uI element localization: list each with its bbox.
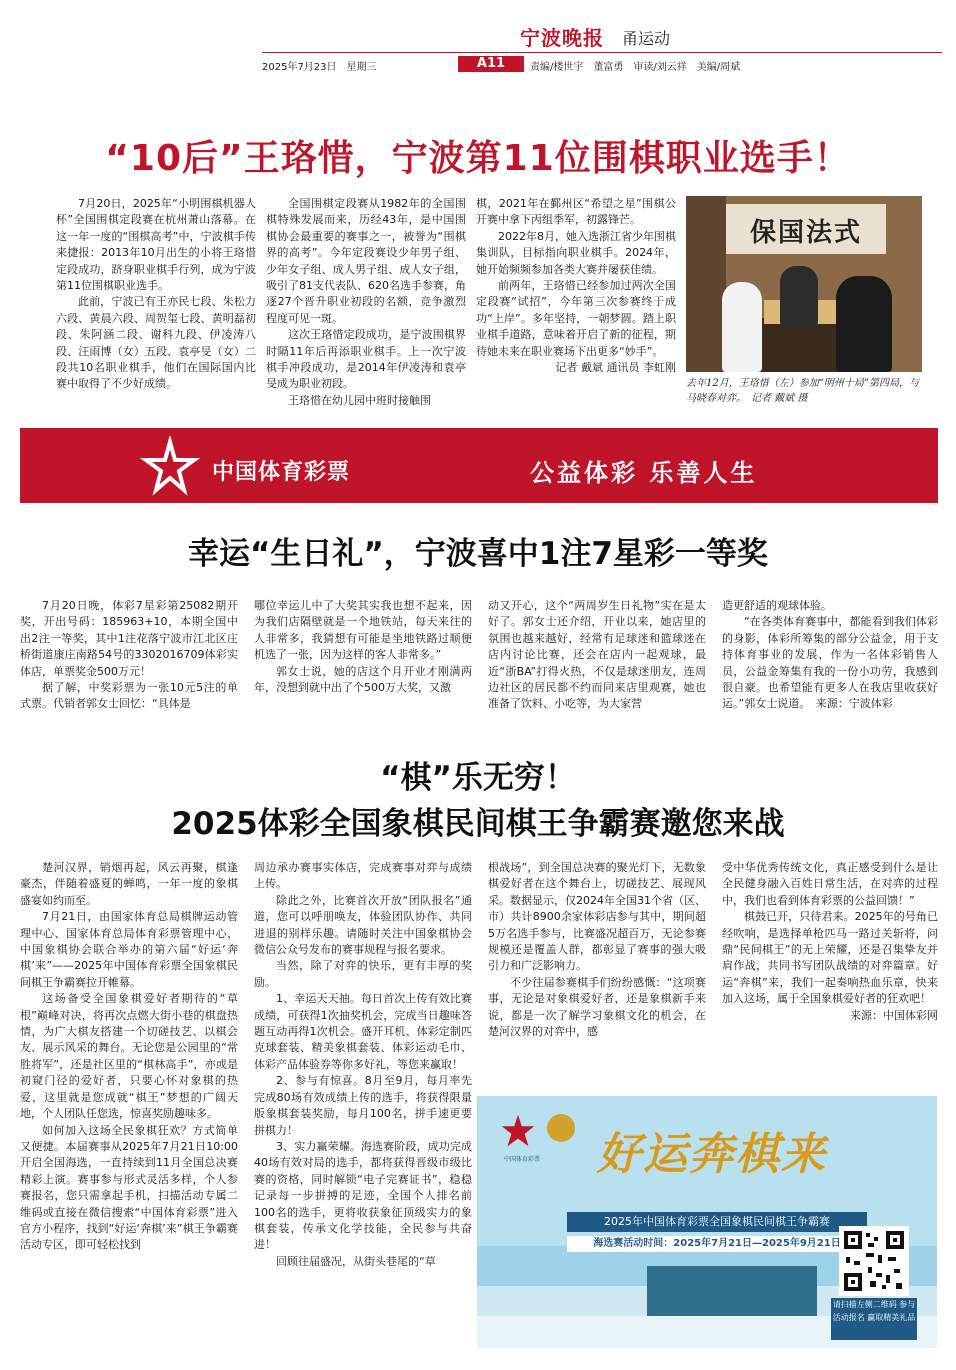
qr-caption: 请扫描左侧二维码 参与活动报名 赢取精美礼品 — [831, 1298, 917, 1340]
article1-column-2 — [266, 196, 466, 412]
lottery-brand-name: 中国体育彩票 — [212, 460, 351, 485]
paragraph: 2022年8月，她入选浙江省少年围棋集训队，目标指向职业棋手。2024年，她开始频频参加各类大赛并屡获佳绩。 — [476, 229, 676, 276]
paragraph: 哪位幸运儿中了大奖其实我也想不起来，因为我们店隔壁就是一个地铁站，每天来往的人非常多，我猜想有可能是坐地铁路过顺便机选了一张，因为这样的客人非常多。” — [254, 599, 472, 662]
article1-photo — [686, 196, 922, 372]
article1-photo-caption: 去年12月，王珞惜（左）参加“明州十局”第四局，与马晓春对弈。 记者 戴斌 摄 — [686, 378, 919, 404]
chess-association-emblem-icon — [547, 1114, 575, 1142]
paragraph: 除此之外，比赛首次开放“团队报名”通道，您可以呼朋唤友，体验团队协作、共同进退的别样乐趣。请随时关注中国象棋协会微信公众号发布的赛事规程与报名要求。 — [254, 893, 472, 957]
article2-column-4 — [722, 598, 938, 724]
paragraph: 7月20日晚，体彩7星彩第25082期开奖，开出号码：185963+10，本期全国中出2注一等奖，其中1注花落宁波市江北区庄桥街道康庄南路54号的3302016709体彩实体店，单票奖金500万元！ — [20, 599, 238, 678]
paragraph: 棋，2021年在鄞州区“希望之星”围棋公开赛中拿下丙组季军，初露锋芒。 — [476, 197, 676, 227]
editor-credits: 责编/楼世宇 董富勇 审读/刘云祥 美编/周斌 — [530, 62, 741, 73]
article3-column-3 — [488, 860, 706, 1082]
lottery-logo-icon — [140, 436, 200, 496]
qr-code-icon[interactable] — [839, 1226, 909, 1296]
paragraph: 根战场”，到全国总决赛的聚光灯下，无数象棋爱好者在这个舞台上，切磋技艺、展现风采。数据显示，仅2024年全国31个省（区、市）共计8900余家体彩店参与其中，期间超5万名选手参与，比赛盛况超百万，无论参赛规模还是覆盖人群，都彰显了赛事的强大吸引力和广泛影响力。 — [488, 861, 706, 973]
article2-column-3 — [488, 598, 706, 724]
poster-subtitle: 2025年中国体育彩票全国象棋民间棋王争霸赛 — [567, 1212, 867, 1232]
article2-title: 幸运“生日礼”，宁波喜中1注7星彩一等奖 — [188, 536, 768, 572]
poster-org-name: 中国体育彩票 — [503, 1156, 540, 1163]
article1-title: “10后”王珞惜，宁波第11位围棋职业选手！ — [105, 138, 851, 179]
article1-byline: 记者 戴斌 通讯员 李虹刚 — [555, 361, 676, 375]
paragraph: 这次王珞惜定段成功，是宁波围棋界时隔11年后再添职业棋手。上一次宁波棋手冲段成功，是2014年伊凌涛和袁亭旻成为职业初段。 — [266, 328, 466, 391]
paragraph: 3、实力赢荣耀。海选赛阶段，成功完成40场有效对局的选手，都将获得晋级市级比赛的资格，同时解锁“电子完赛证书”，稳稳记录每一步拼搏的足迹，全国个人排名前100名的选手，更将收获象征顶级实力的象棋套装，传承文化学技能，全民参与共奋进！ — [254, 1139, 472, 1252]
paragraph: 周边承办赛事实体店，完成赛事对弈与成绩上传。 — [254, 861, 472, 891]
article3-column-4 — [722, 860, 938, 1082]
paragraph: 如何加入这场全民象棋狂欢？方式简单又便捷。本届赛事从2025年7月21日10:00开启全国海选，一直持续到11月全国总决赛精彩上演。赛事参与形式灵活多样，个人参赛报名，您只需拿起手机，扫描活动专属二维码或直接在微信搜索“中国体育彩票”进入官方小程序，找到“好运‘奔棋’来”棋王争霸赛活动专区，即可轻松找到 — [20, 1123, 238, 1252]
paragraph: 造更舒适的观球体验。 — [722, 599, 832, 612]
article2-column-1 — [20, 598, 238, 724]
article3-title-line1: “棋”乐无穷！ — [380, 760, 576, 796]
section-name: 甬运动 — [622, 29, 671, 48]
paragraph: 楚河汉界，销烟再起，风云再聚，棋逢豪杰，伴随着盛夏的蝉鸣，一年一度的象棋盛宴如约而至。 — [20, 861, 238, 907]
lottery-slogan: 公益体彩 乐善人生 — [530, 458, 758, 487]
poster-title: 好运奔棋来 — [597, 1129, 827, 1180]
event-poster — [477, 1096, 937, 1348]
article3-column-2 — [254, 860, 472, 1350]
article2-column-2 — [254, 598, 472, 724]
masthead: 宁波晚报 — [520, 26, 604, 50]
paragraph: 不少往届参赛棋手们纷纷感慨：“这项赛事，无论是对象棋爱好者，还是象棋新手来说，都是一次了解学习象棋文化的机会，在楚河汉界的对弈中，感 — [488, 975, 706, 1039]
paragraph: 王珞惜在幼儿园中班时接触围 — [288, 393, 431, 407]
header-rule — [262, 52, 942, 53]
paragraph: 1、幸运天天抽。每日首次上传有效比赛成绩，可获得1次抽奖机会，完成当日趣味答题互动再得1次机会。盛开耳机、体彩定制匹克球套装、精美象棋套装、体彩运动毛巾、体彩产品体验券等你多好礼，等您来赢取！ — [254, 992, 472, 1071]
article3-source: 来源：中国体彩网 — [850, 1008, 938, 1022]
paragraph: 据了解，中奖彩票为一张10元5注的单式票。代销者郭女士回忆：“具体是 — [20, 681, 238, 711]
issue-date: 2025年7月23日 星期三 — [262, 62, 377, 73]
article3-title-line2: 2025体彩全国象棋民间棋王争霸赛邀您来战 — [171, 806, 785, 842]
article1-column-1 — [56, 196, 256, 412]
poster-time: 海选赛活动时间：2025年7月21日—2025年9月21日 — [567, 1236, 867, 1252]
lottery-logo-icon — [499, 1112, 537, 1150]
paragraph: 郭女士说，她的店这个月开业才刚满两年，没想到就中出了个500万大奖，又激 — [254, 664, 472, 695]
paragraph: 当然，除了对弈的快乐，更有丰厚的奖励。 — [254, 959, 472, 989]
paragraph: 棋鼓已开，只待君来。2025年的号角已经吹响，是选择单枪匹马一路过关斩将，问鼎“民间棋王”的无上荣耀，还是召集挚友并肩作战，共同书写团队战绩的对弈篇章。好运“奔棋”来，我们一起奏响热血乐章，快来加入这场，属于全国象棋爱好者的狂欢吧！ — [722, 910, 938, 1006]
article1-column-3 — [476, 196, 676, 412]
photo-backdrop-text: 保国法式 — [749, 218, 862, 248]
paragraph: 回顾往届盛况，从街头巷尾的“草 — [276, 1254, 436, 1268]
paragraph: 此前，宁波已有王亦民七段、朱松力六段、黄晨六段、周贺玺七段、黄明磊初段、朱阿涵二段、谢科九段、伊凌涛八段、汪雨博（女）五段、袁亭旻（女）二段共10名职业棋手，他们在国际国内比赛中取得了不少好成绩。 — [56, 295, 256, 391]
paragraph: 前两年，王珞惜已经参加过两次全国定段赛“试招”，今年第三次参赛终于成功“上岸”。多年坚持，一朝梦圆。踏上职业棋手道路，意味着开启了新的征程，期待她未来在职业赛场下出更多“妙手”。 — [476, 279, 676, 358]
paragraph: 受中华优秀传统文化，真正感受到什么是让全民健身融入百姓日常生活，在对弈的过程中，我们也看到体育彩票的公益回馈！” — [722, 861, 938, 907]
paragraph: 2、参与有惊喜。8月至9月，每月率先完成80场有效成绩上传的选手，将获得限量版象棋套装奖励，每月100名，拼手速更要拼棋力！ — [254, 1074, 472, 1137]
page-number-badge: A11 — [458, 56, 524, 72]
paragraph: “在各类体育赛事中，都能看到我们体彩的身影，体彩所筹集的部分公益金，用于支持体育事业的发展，作为一名体彩销售人员，公益金筹集有我的一份小功劳，我感到很自豪。也希望能有更多人在我店里收获好运。”郭女士说道。 来源：宁波体彩 — [722, 615, 938, 711]
article3-column-1 — [20, 860, 238, 1350]
paragraph: 动又开心，这个“两周岁生日礼物”实在是太好了。郭女士还介绍，开业以来，她店里的氛围也越来越好，经常有足球迷和篮球迷在店内讨论比赛，还会在店内一起观球，最近“浙BA”打得火热，不仅是球迷朋友，连周边社区的居民都不约而同来店里观赛，她也准备了饮料、小吃等，为大家营 — [488, 599, 706, 711]
paragraph: 这场备受全国象棋爱好者期待的“草根”巅峰对决，将再次点燃大街小巷的棋盘热情，为广大棋友搭建一个切磋技艺、以棋会友、展示风采的舞台。无论您是公园里的“常胜将军”，还是社区里的“棋林高手”，亦或是初窥门径的爱好者，只要心怀对象棋的热爱，这里就是您成就“棋王”梦想的广阔天地，个人团队任您选，惊喜奖励趣味多。 — [20, 992, 238, 1121]
paragraph: 7月21日，由国家体育总局棋牌运动管理中心、国家体育总局体育彩票管理中心、中国象棋协会联合举办的第六届“好运‘奔棋’来”——2025年中国体育彩票全国象棋民间棋王争霸赛拉开帷幕。 — [20, 910, 238, 989]
paragraph: 7月20日，2025年“小明围棋机器人杯”全国围棋定段赛在杭州萧山落幕。在这一年一度的“围棋高考”中，宁波棋手传来捷报：2013年10月出生的小将王珞惜定段成功，跻身职业棋手行列，成为宁波第11位围棋职业选手。 — [56, 197, 256, 293]
paragraph: 全国围棋定段赛从1982年的全国围棋特殊发展而来，历经43年，是中国围棋协会最重要的赛事之一，被誉为“围棋界的高考”。今年定段赛设少年男子组、少年女子组、成人男子组、成人女子组，吸引了81支代表队、620名选手参赛，角逐27个晋升职业初段的名额，竞争激烈程度可见一斑。 — [266, 197, 466, 325]
